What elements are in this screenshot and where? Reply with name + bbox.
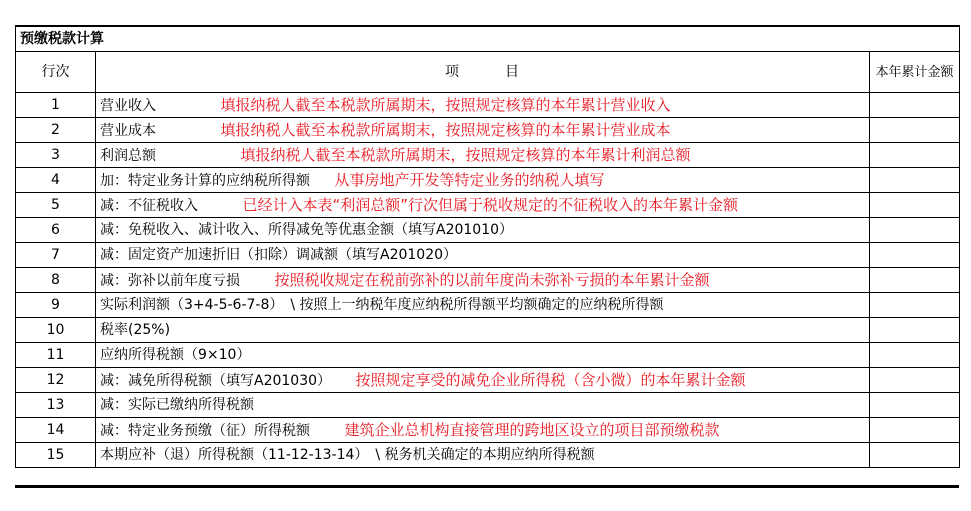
row-annotation: 填报纳税人截至本税款所属期末，按照规定核算的本年累计营业收入 (220, 95, 671, 114)
section-title: 预缴税款计算 (16, 26, 960, 52)
row-item-label: 减：弥补以前年度亏损 (100, 272, 240, 289)
header-row-number: 行次 (16, 52, 96, 93)
header-item: 项 目 (96, 52, 870, 93)
row-number: 1 (16, 93, 96, 118)
row-number: 11 (16, 343, 96, 368)
row-annotation: 按照税收规定在税前弥补的以前年度尚未弥补亏损的本年累计金额 (274, 270, 710, 289)
row-item-label: 营业成本 (100, 122, 156, 139)
table-row (16, 293, 960, 318)
table-row (16, 343, 960, 368)
row-item-cell[interactable] (96, 93, 870, 118)
tax-table (15, 25, 960, 468)
row-annotation: 填报纳税人截至本税款所属期末，按照规定核算的本年累计利润总额 (240, 145, 691, 164)
row-item-cell[interactable] (96, 418, 870, 443)
row-annotation: 建筑企业总机构直接管理的跨地区设立的项目部预缴税款 (344, 420, 720, 439)
row-amount-cell[interactable] (870, 343, 960, 368)
row-item-label: 减：不征税收入 (100, 197, 198, 214)
row-amount-cell[interactable] (870, 293, 960, 318)
row-number: 5 (16, 193, 96, 218)
row-item-label: 减：固定资产加速折旧（扣除）调减额（填写A201020） (100, 247, 458, 263)
row-amount-cell[interactable] (870, 393, 960, 418)
row-number: 9 (16, 293, 96, 318)
row-amount-cell[interactable] (870, 93, 960, 118)
row-annotation: 按照规定享受的减免企业所得税（含小微）的本年累计金额 (355, 370, 746, 389)
row-item-label: 减：减免所得税额（填写A201030） (100, 372, 332, 389)
row-number: 8 (16, 268, 96, 293)
sheet-bottom-border (15, 485, 959, 488)
row-item-label: 实际利润额（3+4-5-6-7-8） \ 按照上一纳税年度应纳税所得额平均额确定的应纳税所得额 (100, 297, 664, 313)
row-number: 4 (16, 168, 96, 193)
row-item-cell[interactable] (96, 218, 870, 243)
row-item-cell[interactable] (96, 393, 870, 418)
row-amount-cell[interactable] (870, 443, 960, 468)
table-row (16, 118, 960, 143)
table-row (16, 443, 960, 468)
row-item-label: 减：免税收入、减计收入、所得减免等优惠金额（填写A201010） (100, 222, 514, 238)
row-number: 6 (16, 218, 96, 243)
row-item-cell[interactable] (96, 318, 870, 343)
row-item-cell[interactable] (96, 168, 870, 193)
table-row (16, 268, 960, 293)
row-amount-cell[interactable] (870, 268, 960, 293)
row-number: 13 (16, 393, 96, 418)
table-row (16, 143, 960, 168)
row-item-cell[interactable] (96, 293, 870, 318)
row-item-cell[interactable] (96, 143, 870, 168)
header-amount: 本年累计金额 (870, 52, 960, 93)
row-item-label: 本期应补（退）所得税额（11-12-13-14） \ 税务机关确定的本期应纳所得税额 (100, 447, 595, 463)
row-number: 10 (16, 318, 96, 343)
row-item-label: 营业收入 (100, 97, 156, 114)
row-item-cell[interactable] (96, 343, 870, 368)
row-item-label: 利润总额 (100, 147, 156, 164)
row-item-cell[interactable] (96, 368, 870, 393)
row-number: 3 (16, 143, 96, 168)
row-annotation: 填报纳税人截至本税款所属期末，按照规定核算的本年累计营业成本 (220, 120, 671, 139)
row-amount-cell[interactable] (870, 193, 960, 218)
section-title-row (16, 26, 960, 52)
row-amount-cell[interactable] (870, 368, 960, 393)
row-amount-cell[interactable] (870, 318, 960, 343)
row-item-cell[interactable] (96, 443, 870, 468)
table-row (16, 418, 960, 443)
row-number: 7 (16, 243, 96, 268)
table-row (16, 318, 960, 343)
header-row (16, 52, 960, 93)
row-item-cell[interactable] (96, 268, 870, 293)
row-number: 15 (16, 443, 96, 468)
table-row (16, 168, 960, 193)
row-amount-cell[interactable] (870, 243, 960, 268)
row-amount-cell[interactable] (870, 418, 960, 443)
row-number: 12 (16, 368, 96, 393)
row-item-label: 应纳所得税额（9×10） (100, 347, 251, 363)
table-row (16, 218, 960, 243)
table-row (16, 243, 960, 268)
table-row (16, 193, 960, 218)
row-amount-cell[interactable] (870, 218, 960, 243)
row-amount-cell[interactable] (870, 168, 960, 193)
row-item-cell[interactable] (96, 243, 870, 268)
row-annotation: 从事房地产开发等特定业务的纳税人填写 (334, 170, 605, 189)
row-item-label: 加：特定业务计算的应纳税所得额 (100, 172, 310, 189)
table-row (16, 393, 960, 418)
row-item-label: 税率(25%) (100, 322, 171, 338)
row-item-label: 减：实际已缴纳所得税额 (100, 397, 254, 413)
row-number: 2 (16, 118, 96, 143)
tax-prepayment-sheet (15, 25, 959, 468)
table-row (16, 368, 960, 393)
row-amount-cell[interactable] (870, 143, 960, 168)
row-item-label: 减：特定业务预缴（征）所得税额 (100, 422, 310, 439)
table-row (16, 93, 960, 118)
row-item-cell[interactable] (96, 193, 870, 218)
row-amount-cell[interactable] (870, 118, 960, 143)
row-annotation: 已经计入本表“利润总额”行次但属于税收规定的不征税收入的本年累计金额 (242, 195, 738, 214)
row-number: 14 (16, 418, 96, 443)
row-item-cell[interactable] (96, 118, 870, 143)
